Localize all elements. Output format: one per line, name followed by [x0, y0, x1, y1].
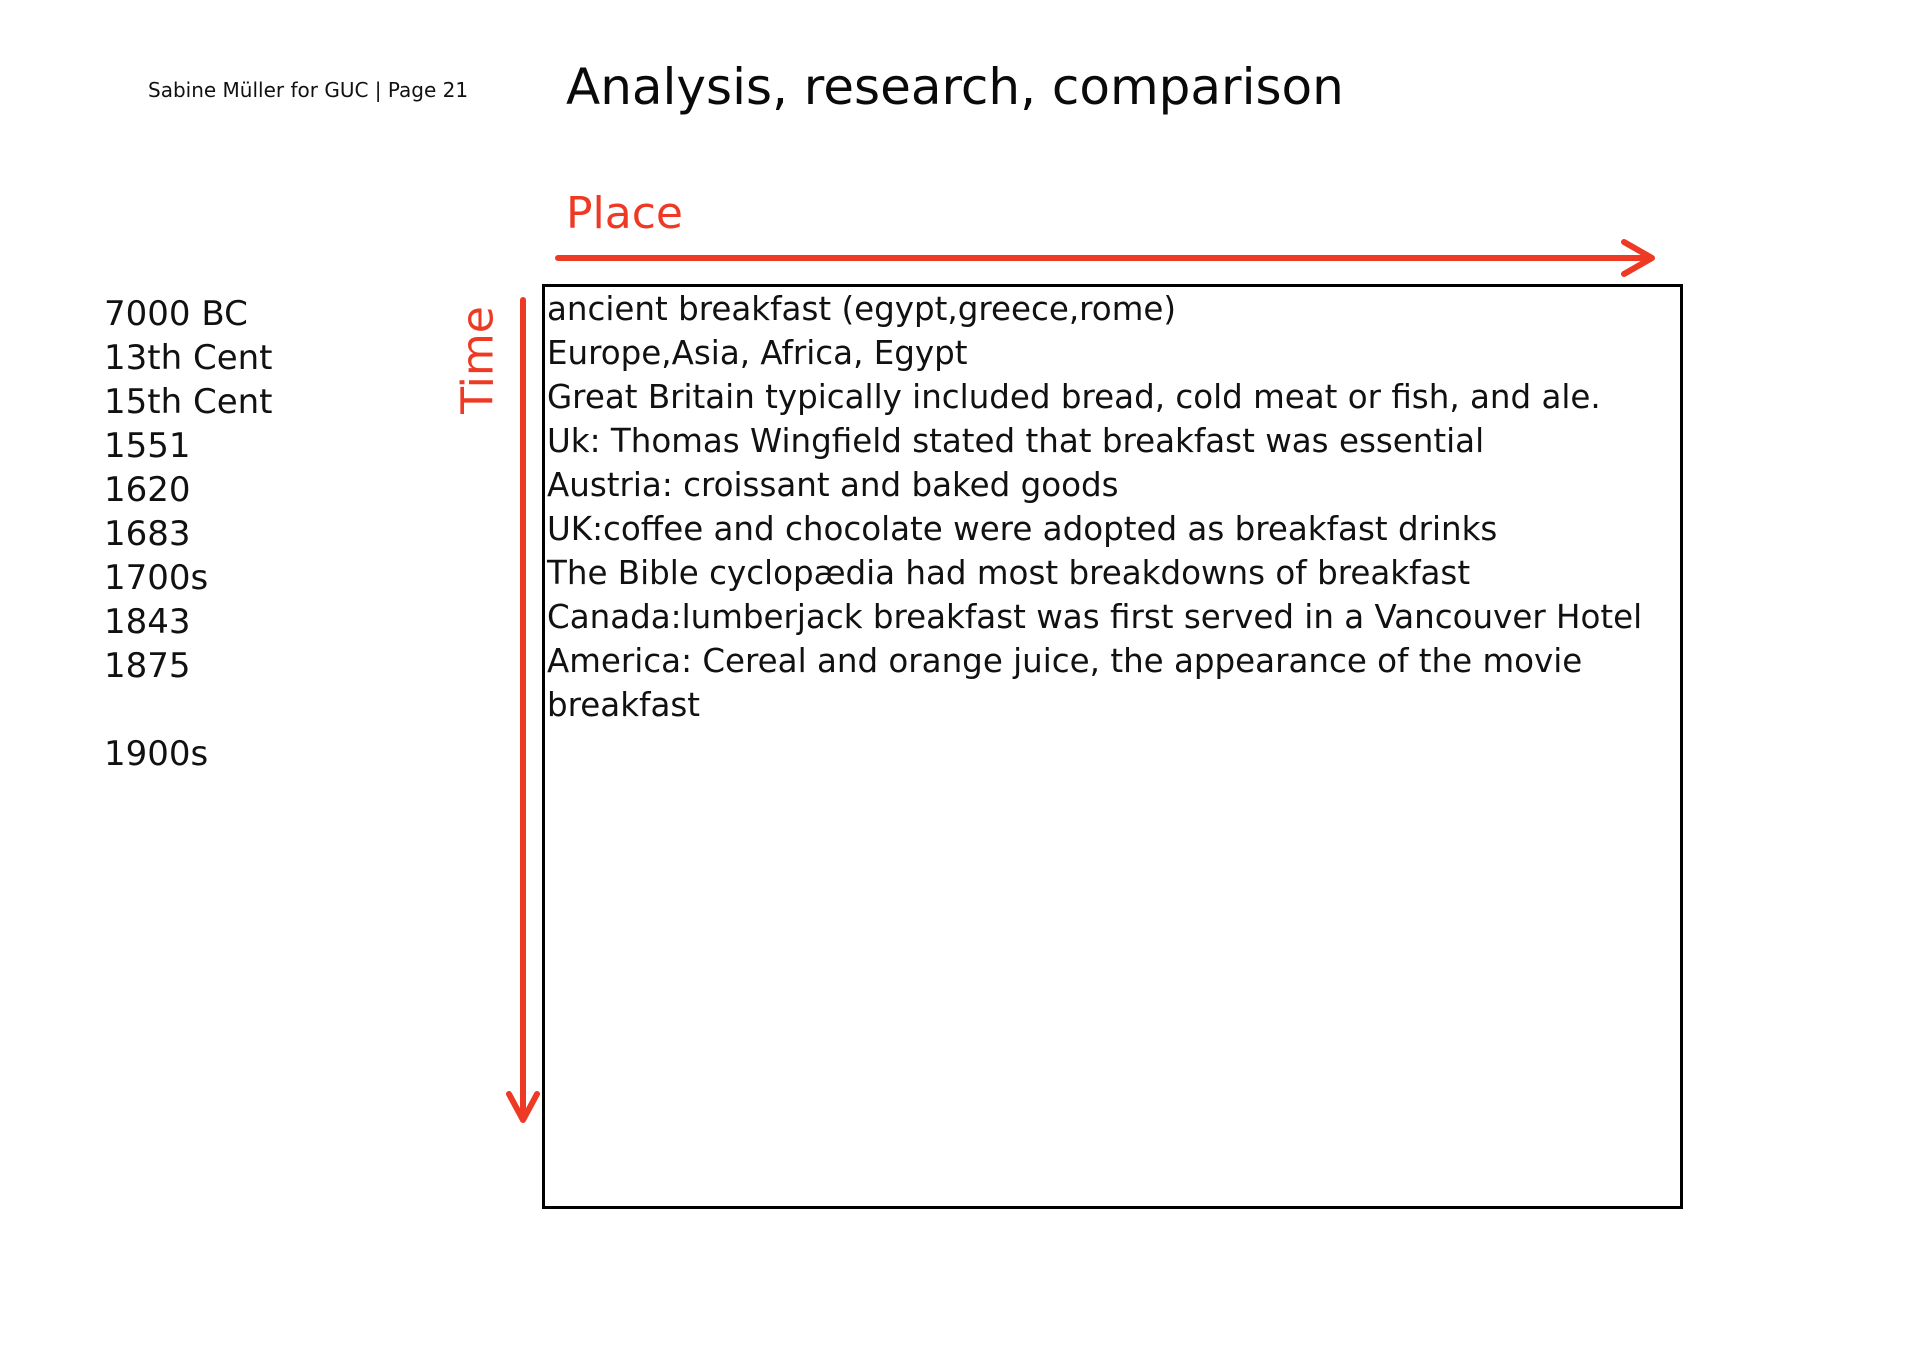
time-axis-label: Time — [452, 306, 504, 414]
entry-item: The Bible cyclopædia had most breakdowns of breakfast — [547, 554, 1471, 592]
year-item: 1843 — [104, 602, 191, 642]
entry-item: UK:coffee and chocolate were adopted as breakfast drinks — [547, 510, 1498, 548]
year-item: 1620 — [104, 470, 191, 510]
page-credit: Sabine Müller for GUC | Page 21 — [148, 78, 469, 102]
year-item: 1683 — [104, 514, 191, 554]
year-item: 7000 BC — [104, 294, 248, 334]
place-arrow — [558, 242, 1652, 274]
year-list — [104, 292, 273, 776]
entry-item: Uk: Thomas Wingfield stated that breakfast was essential — [547, 422, 1485, 460]
year-item: 1900s — [104, 734, 209, 774]
entry-item: ancient breakfast (egypt,greece,rome) — [547, 290, 1177, 328]
year-item: 13th Cent — [104, 338, 273, 378]
year-item: 1875 — [104, 646, 191, 686]
entry-item: Canada:lumberjack breakfast was first served in a Vancouver Hotel — [547, 598, 1643, 636]
entry-list — [547, 287, 1677, 727]
year-item: 1551 — [104, 426, 191, 466]
entry-item: America: Cereal and orange juice, the appearance of the movie breakfast — [547, 642, 1583, 724]
place-axis-label: Place — [566, 188, 683, 239]
page-title: Analysis, research, comparison — [566, 58, 1344, 116]
content-box — [542, 284, 1683, 1209]
entry-item: Great Britain typically included bread, cold meat or fish, and ale. — [547, 378, 1601, 416]
year-item: 15th Cent — [104, 382, 273, 422]
entry-item: Europe,Asia, Africa, Egypt — [547, 334, 968, 372]
entry-item: Austria: croissant and baked goods — [547, 466, 1119, 504]
time-arrow — [509, 300, 537, 1120]
year-item: 1700s — [104, 558, 209, 598]
